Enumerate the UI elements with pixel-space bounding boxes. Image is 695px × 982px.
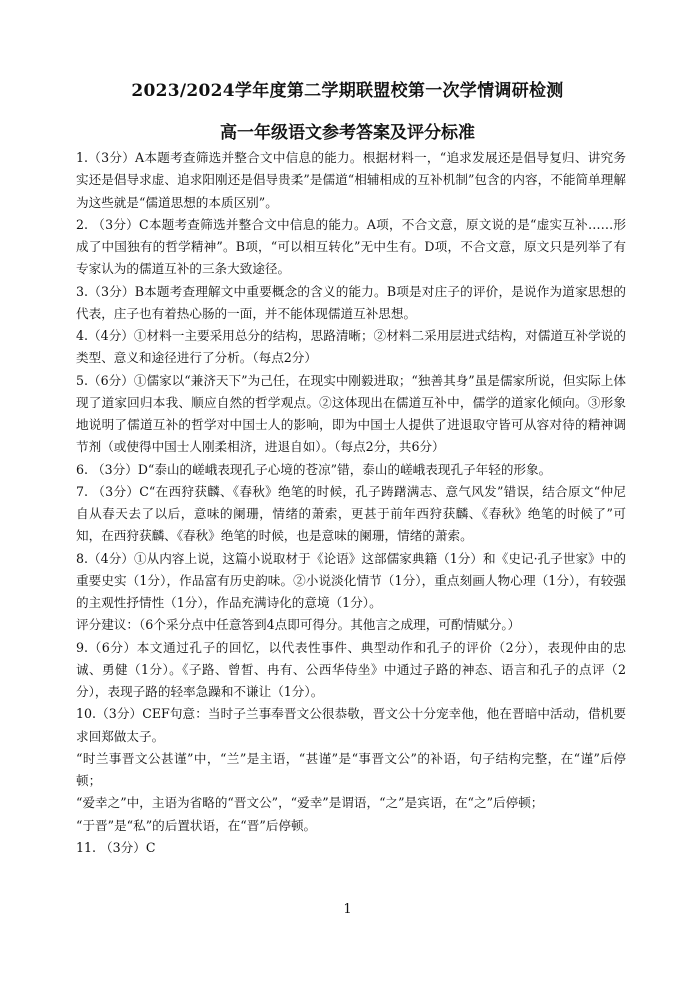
answer-paragraph: 11. （3分）C xyxy=(76,839,156,855)
answer-paragraph: 7. （3分）C“在西狩获麟、《春秋》绝笔的时候，孔子踌躇满志、意气风发”错误，结合原文“仲尼自从春天去了以后，意味的阑珊，情绪的萧索，更甚于前年西狩获麟、《春秋》绝笔的时候了”可知，在西狩获麟、《春秋》绝笔的时候，也是意味的阑珊，情绪的萧索。 xyxy=(76,483,626,544)
answer-paragraph: 3.（3分）B本题考查理解文中重要概念的含义的能力。B项是对庄子的评价，是说作为道家思想的代表，庄子也有着热心肠的一面，并不能体现儒道互补思想。 xyxy=(76,283,626,321)
analysis-paragraph: “于晋”是“私”的后置状语，在“晋”后停顿。 xyxy=(76,817,317,833)
scoring-note: 评分建议：（6个采分点中任意答到4点即可得分。其他言之成理，可酌情赋分。） xyxy=(76,617,521,633)
answer-list xyxy=(76,147,626,859)
answer-paragraph: 8.（4分）①从内容上说，这篇小说取材于《论语》这部儒家典籍（1分）和《史记·孔子世家》中的重要史实（1分），作品富有历史韵味。②小说淡化情节（1分），重点刻画人物心理（1分），有较强的主观性抒情性（1分），作品充满诗化的意境（1分）。 xyxy=(76,550,626,610)
answer-paragraph: 10.（3分）CEF句意：当时子兰事奉晋文公很恭敬，晋文公十分宠幸他，他在晋暗中活动，借机要求回郑做太子。 xyxy=(76,706,626,744)
answer-paragraph: 9.（6分）本文通过孔子的回忆，以代表性事件、典型动作和孔子的评价（2分），表现仲由的忠诚、勇健（1分）。《子路、曾皙、冉有、公西华侍坐》中通过子路的神态、语言和孔子的点评（2分），表现子路的轻率急躁和不谦让（1分）。 xyxy=(76,639,626,699)
document-title: 2023/2024学年度第二学期联盟校第一次学情调研检测 xyxy=(131,81,564,101)
answer-paragraph: 4.（4分）①材料一主要采用总分的结构，思路清晰；②材料二采用层进式结构，对儒道互补学说的类型、意义和途径进行了分析。（每点2分） xyxy=(76,328,626,366)
page-number: 1 xyxy=(343,902,352,917)
document-subtitle: 高一年级语文参考答案及评分标准 xyxy=(220,123,475,143)
analysis-paragraph: “爱幸之”中，主语为省略的“晋文公”，“爱幸”是谓语，“之”是宾语，在“之”后停顿； xyxy=(76,795,544,811)
answer-paragraph: 5.（6分）①儒家以“兼济天下”为己任，在现实中刚毅进取；“独善其身”虽是儒家所说，但实际上体现了道家回归本我、顺应自然的哲学观点。②这体现出在儒道互补中，儒学的道家化倾向。③形象地说明了儒道互补的哲学对中国士人的影响，即为中国士人提供了进退取守皆可从容对待的精神调节剂（或使得中国士人刚柔相济，进退自如）。（每点2分，共6分） xyxy=(76,372,626,455)
answer-paragraph: 1.（3分）A本题考查筛选并整合文中信息的能力。根据材料一，“追求发展还是倡导复归、讲究务实还是倡导求虚、追求阳刚还是倡导贵柔”是儒道“相辅相成的互补机制”包含的内容，不能简单理解为这些就是“儒道思想的本质区别”。 xyxy=(76,150,626,210)
answer-paragraph: 6. （3分）D“泰山的嵯峨表现孔子心境的苍凉”错，泰山的嵯峨表现孔子年轻的形象。 xyxy=(76,461,552,477)
answer-paragraph: 2. （3分）C本题考查筛选并整合文中信息的能力。A项，不合文意，原文说的是“虚实互补……形成了中国独有的哲学精神”。B项，“可以相互转化”无中生有。D项，不合文意，原文只是列举了有专家认为的儒道互补的三条大致途径。 xyxy=(76,216,626,277)
analysis-paragraph: “时兰事晋文公甚谨”中，“兰”是主语，“甚谨”是“事晋文公”的补语，句子结构完整，在“谨”后停顿； xyxy=(76,750,626,788)
